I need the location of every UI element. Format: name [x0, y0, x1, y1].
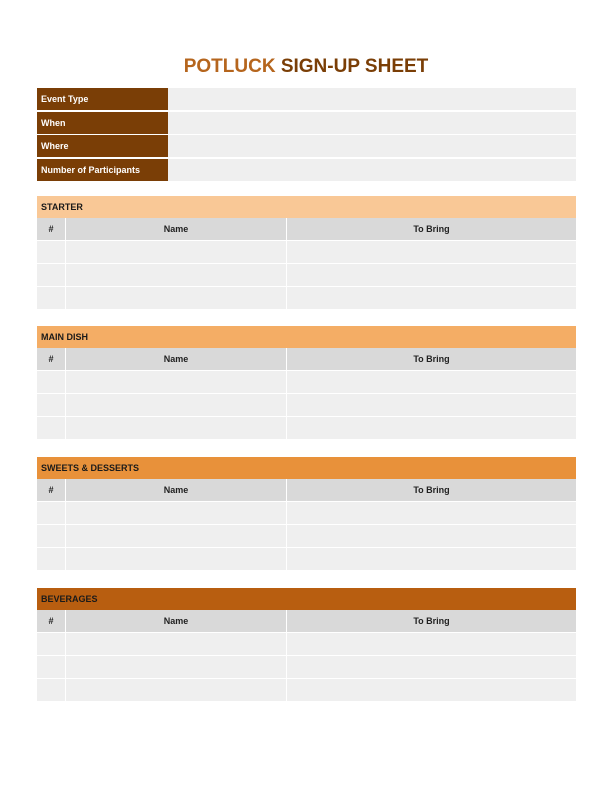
table-row [37, 416, 576, 439]
bring-cell[interactable] [287, 394, 576, 416]
table-row [37, 524, 576, 547]
bring-cell[interactable] [287, 264, 576, 286]
number-cell[interactable] [37, 264, 66, 286]
column-headers [37, 218, 576, 240]
title-potluck: POTLUCK [183, 56, 276, 77]
table-row [37, 286, 576, 309]
col-bring-header: To Bring [413, 485, 450, 495]
bring-cell[interactable] [287, 548, 576, 570]
col-number-header: # [37, 348, 66, 370]
section-header: STARTER [37, 196, 576, 218]
table-row [37, 547, 576, 570]
bring-cell[interactable] [287, 241, 576, 263]
name-cell[interactable] [66, 264, 287, 286]
number-cell[interactable] [37, 394, 66, 416]
name-cell[interactable] [66, 371, 287, 393]
name-cell[interactable] [66, 633, 287, 655]
table-row [37, 678, 576, 701]
number-cell[interactable] [37, 656, 66, 678]
section-header: BEVERAGES [37, 588, 576, 610]
info-label: When [37, 112, 168, 134]
bring-cell[interactable] [287, 417, 576, 439]
table-row [37, 393, 576, 416]
col-bring-header: To Bring [413, 616, 450, 626]
bring-cell[interactable] [287, 502, 576, 524]
col-name-header: Name [66, 479, 287, 501]
number-cell[interactable] [37, 502, 66, 524]
name-cell[interactable] [66, 656, 287, 678]
number-cell[interactable] [37, 417, 66, 439]
bring-cell[interactable] [287, 679, 576, 701]
info-label: Event Type [37, 88, 168, 110]
table-row [37, 632, 576, 655]
column-headers [37, 479, 576, 501]
table-row [37, 240, 576, 263]
info-row-event-type [37, 88, 576, 110]
event-type-field[interactable] [168, 88, 576, 110]
col-number-header: # [37, 610, 66, 632]
column-headers [37, 348, 576, 370]
title-signup-sheet: SIGN-UP SHEET [275, 56, 429, 77]
where-field[interactable] [168, 135, 576, 157]
name-cell[interactable] [66, 394, 287, 416]
table-row [37, 263, 576, 286]
number-cell[interactable] [37, 287, 66, 309]
number-cell[interactable] [37, 633, 66, 655]
section-sweets-desserts [37, 457, 576, 570]
participants-field[interactable] [168, 159, 576, 181]
when-field[interactable] [168, 112, 576, 134]
col-name-header: Name [66, 610, 287, 632]
section-starter [37, 196, 576, 309]
col-name-header: Name [66, 348, 287, 370]
info-row-when [37, 112, 576, 134]
col-number-header: # [37, 479, 66, 501]
section-main-dish [37, 326, 576, 439]
number-cell[interactable] [37, 525, 66, 547]
section-header: MAIN DISH [37, 326, 576, 348]
col-bring-header: To Bring [413, 224, 450, 234]
name-cell[interactable] [66, 679, 287, 701]
col-name-header: Name [66, 218, 287, 240]
bring-cell[interactable] [287, 371, 576, 393]
table-row [37, 370, 576, 393]
info-label: Number of Participants [37, 159, 168, 181]
event-info-table [37, 88, 576, 182]
name-cell[interactable] [66, 287, 287, 309]
section-header: SWEETS & DESSERTS [37, 457, 576, 479]
bring-cell[interactable] [287, 633, 576, 655]
table-row [37, 501, 576, 524]
info-row-participants [37, 159, 576, 181]
number-cell[interactable] [37, 241, 66, 263]
name-cell[interactable] [66, 241, 287, 263]
name-cell[interactable] [66, 525, 287, 547]
name-cell[interactable] [66, 502, 287, 524]
col-number-header: # [37, 218, 66, 240]
section-beverages [37, 588, 576, 701]
bring-cell[interactable] [287, 656, 576, 678]
name-cell[interactable] [66, 548, 287, 570]
bring-cell[interactable] [287, 525, 576, 547]
column-headers [37, 610, 576, 632]
table-row [37, 655, 576, 678]
number-cell[interactable] [37, 548, 66, 570]
name-cell[interactable] [66, 417, 287, 439]
info-row-where [37, 135, 576, 157]
number-cell[interactable] [37, 371, 66, 393]
col-bring-header: To Bring [413, 354, 450, 364]
info-label: Where [37, 135, 168, 157]
page-title [0, 54, 612, 80]
bring-cell[interactable] [287, 287, 576, 309]
number-cell[interactable] [37, 679, 66, 701]
